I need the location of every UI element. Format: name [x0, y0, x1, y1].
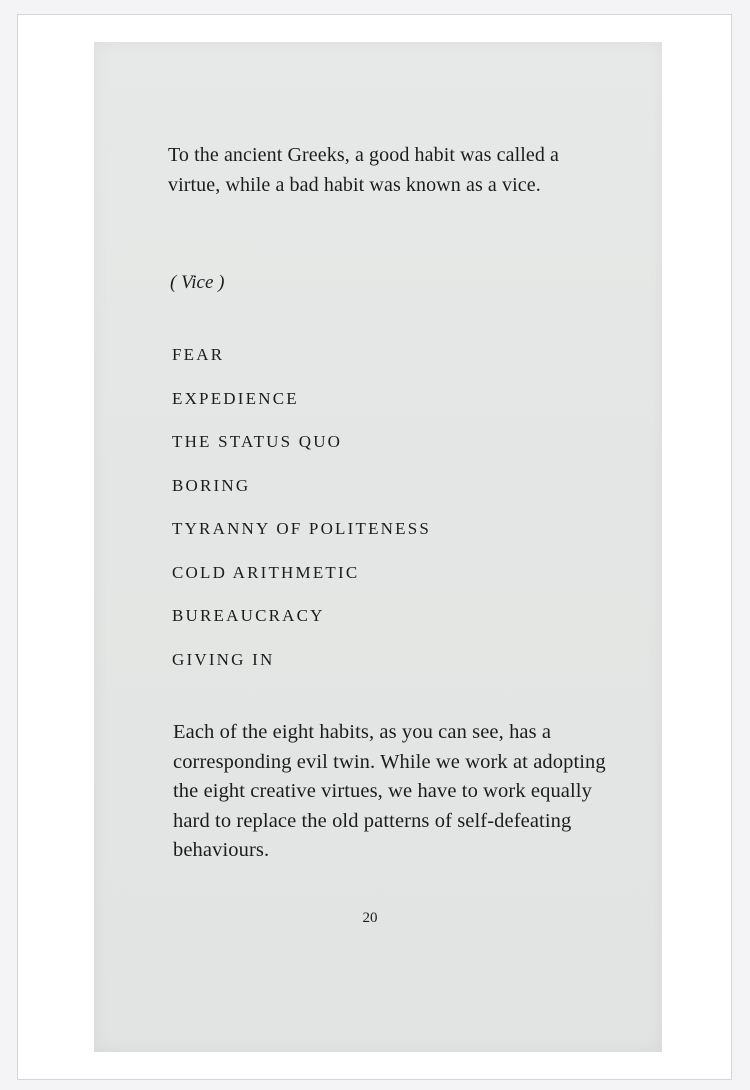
vice-item: BORING: [172, 475, 251, 495]
vice-list: [172, 340, 431, 688]
vice-item: BUREAUCRACY: [172, 606, 325, 625]
page-number: 20: [362, 910, 378, 926]
page-number-row: [94, 910, 662, 927]
vice-item: THE STATUS QUO: [172, 432, 343, 451]
vice-item: TYRANNY OF POLITENESS: [172, 519, 432, 538]
vice-item: COLD ARITHMETIC: [172, 562, 360, 582]
vice-item: GIVING IN: [172, 649, 275, 669]
vice-heading: ( Vice ): [170, 272, 225, 293]
outro-paragraph: Each of the eight habits, as you can see, has a corresponding evil twin. While we work at adopting the eight creative virtues, we have to work equally hard to replace the old patterns of self-defeating behaviours.: [173, 721, 606, 861]
vice-item: EXPEDIENCE: [172, 388, 299, 408]
intro-paragraph: To the ancient Greeks, a good habit was called a virtue, while a bad habit was known as a vice.: [168, 144, 560, 196]
vice-item: FEAR: [172, 345, 225, 364]
book-page: [94, 42, 662, 1052]
